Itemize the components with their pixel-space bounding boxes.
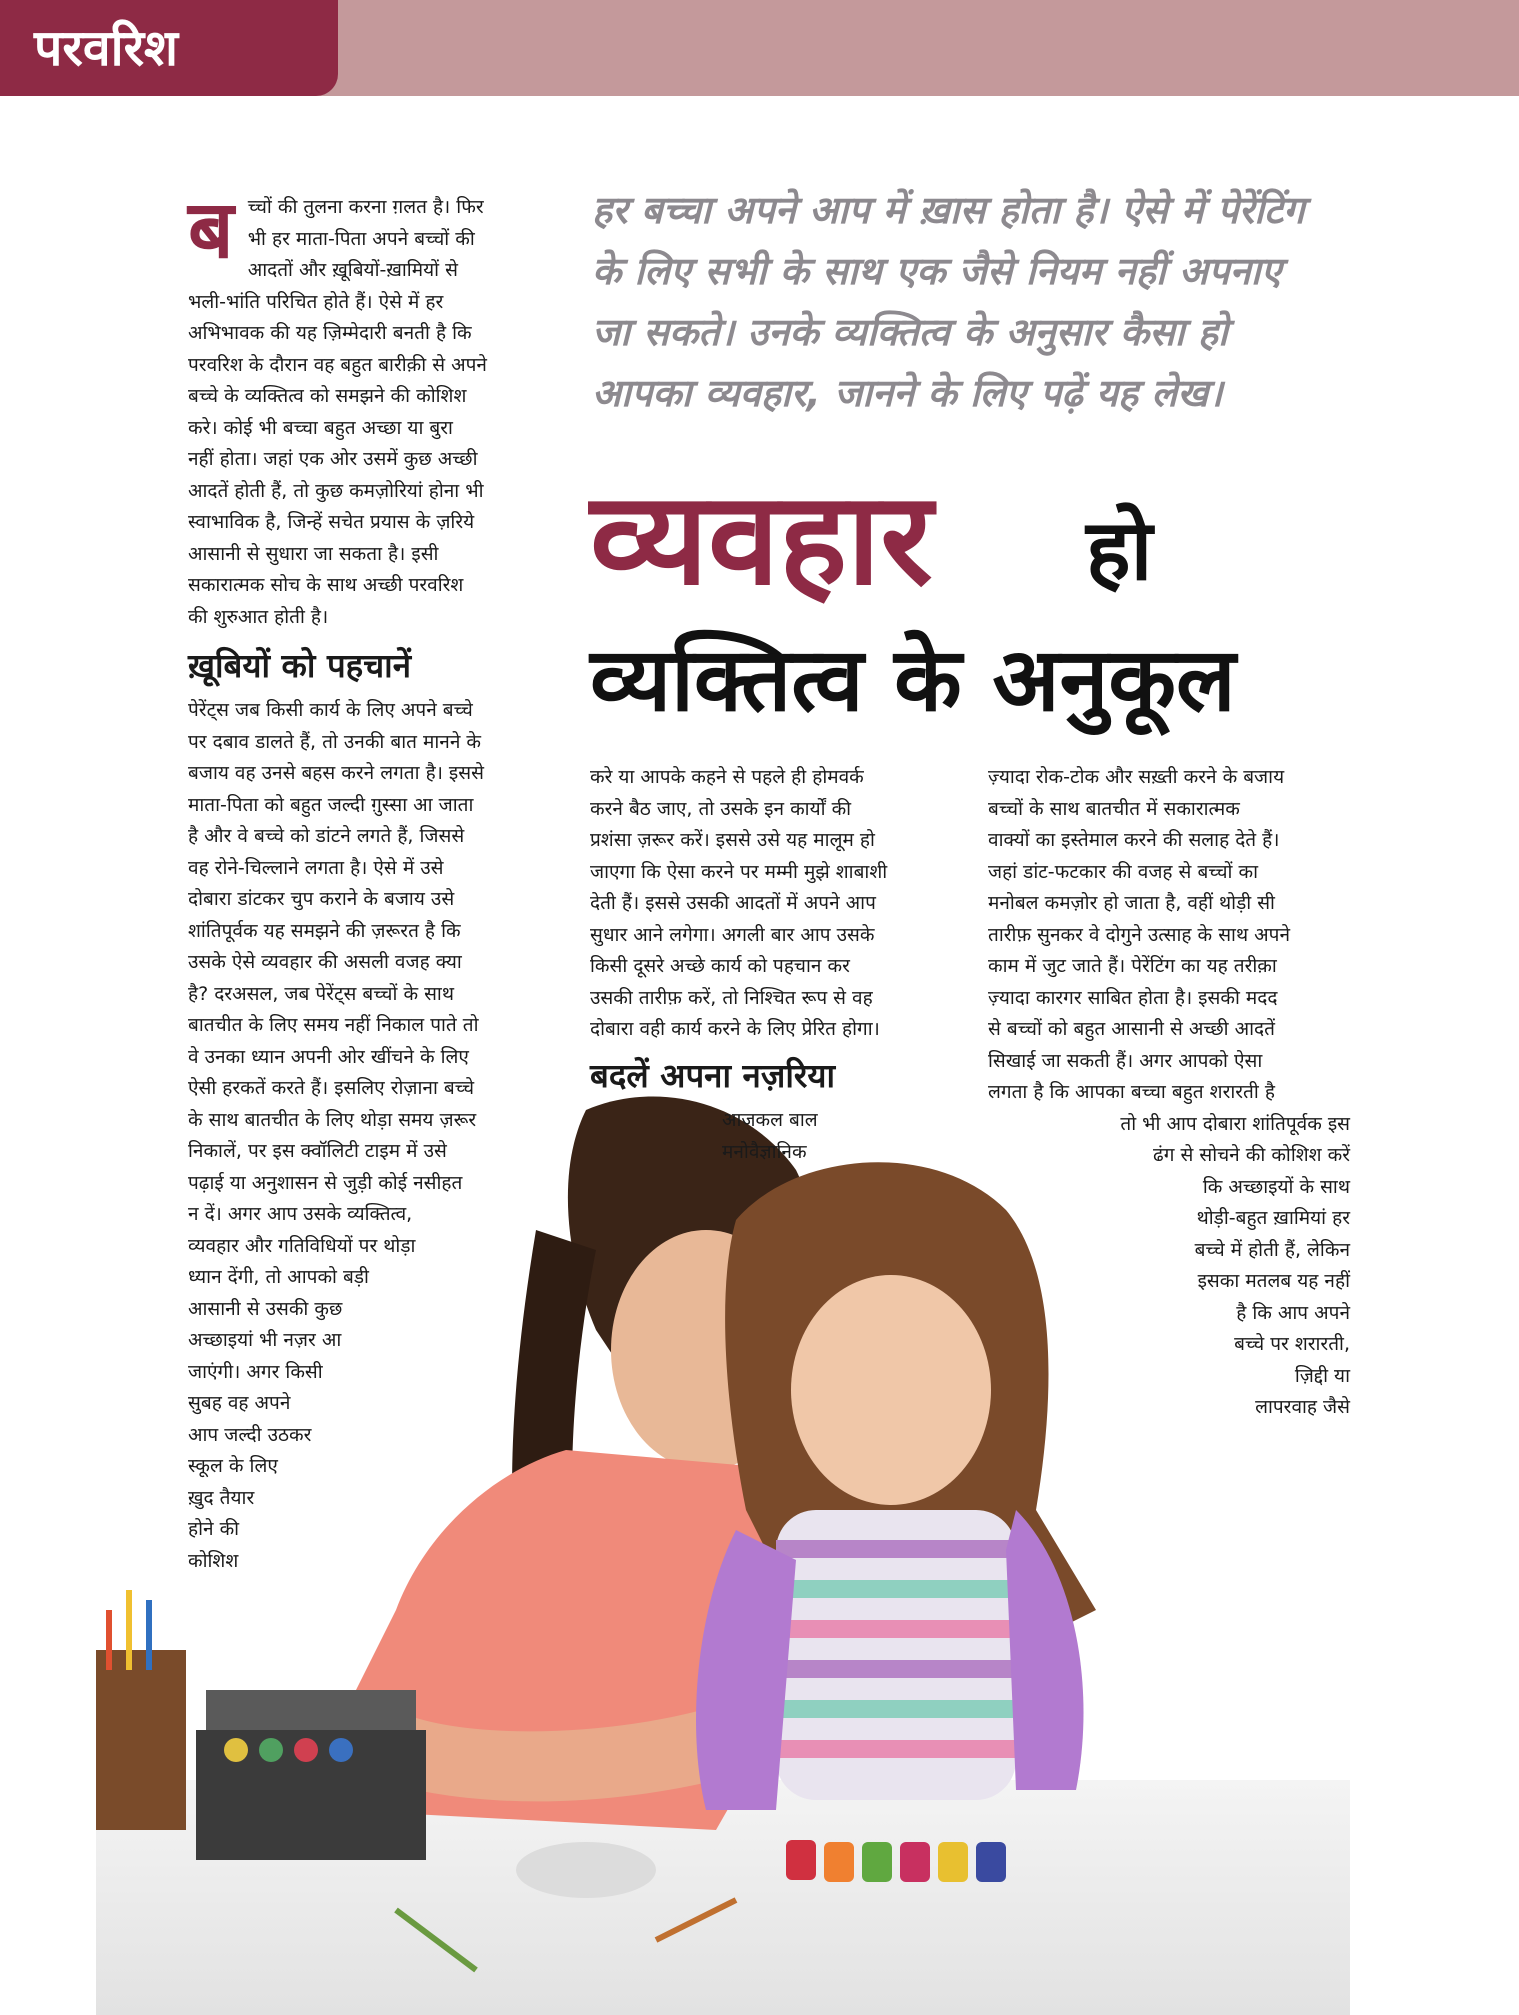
text-line: नहीं होता। जहां एक ओर उसमें कुछ अच्छी — [188, 448, 478, 470]
text-line: स्वाभाविक है, जिन्हें सचेत प्रयास के ज़रिये — [188, 511, 475, 533]
paint-tin — [196, 1690, 426, 1860]
text-line: बजाय वह उनसे बहस करने लगता है। इससे — [188, 762, 484, 784]
text-line: बच्चों के साथ बातचीत में सकारात्मक — [988, 797, 1240, 820]
section-label: परवरिश — [34, 19, 179, 77]
text-line: दोबारा डांटकर चुप कराने के बजाय उसे — [188, 888, 455, 910]
section1-text — [188, 695, 548, 1577]
text-line: किसी दूसरे अच्छे कार्य को पहचान कर — [590, 955, 850, 977]
text-line: ज़िद्दी या — [1294, 1364, 1350, 1387]
text-line: कि अच्छाइयों के साथ — [1202, 1175, 1350, 1198]
headline-part2: हो — [1086, 501, 1153, 599]
text-line: थोड़ी-बहुत ख़ामियां हर — [1196, 1207, 1350, 1229]
text-line: सुबह वह अपने — [188, 1392, 291, 1414]
text-line: जहां डांट-फटकार की वजह से बच्चों का — [988, 860, 1258, 883]
text-line: काम में जुट जाते हैं। पेरेंटिंग का यह तरीक़ा — [988, 955, 1277, 977]
text-line: तो भी आप दोबारा शांतिपूर्वक इस — [1120, 1112, 1350, 1135]
text-line: करने बैठ जाए, तो उसके इन कार्यों की — [590, 797, 852, 820]
text-line: से बच्चों को बहुत आसानी से अच्छी आदतें — [988, 1018, 1275, 1040]
text-line: निकालें, पर इस क्वॉलिटी टाइम में उसे — [188, 1140, 447, 1162]
column2-text — [590, 762, 950, 1046]
text-line: बच्चे पर शरारती, — [1234, 1333, 1350, 1355]
text-line: परवरिश के दौरान वह बहुत बारीक़ी से अपने — [188, 353, 487, 376]
text-line: भी हर माता-पिता अपने बच्चों की — [247, 227, 475, 250]
text-line: ज़्यादा रोक-टोक और सख़्ती करने के बजाय — [988, 766, 1285, 788]
subheading-perspective: बदलें अपना नज़रिया — [590, 1056, 836, 1095]
standfirst: हर बच्चा अपने आप में ख़ास होता है। ऐसे में पेरेंटिंग के लिए सभी के साथ एक जैसे नियम नहीं अपनाए जा सकते। उनके व्यक्तित्व के अनुसार कैसा हो आपका व्यवहार, जानने के लिए पढ़ें यह लेख। — [592, 188, 1305, 415]
text-line: लापरवाह जैसे — [1255, 1396, 1350, 1418]
water-bowl — [516, 1842, 656, 1898]
text-line: अभिभावक की यह ज़िम्मेदारी बनती है कि — [188, 322, 472, 344]
section-tab — [0, 0, 338, 96]
text-line: आदतें होती हैं, तो कुछ कमज़ोरियां होना भी — [188, 479, 484, 502]
text-line: बच्चे में होती हैं, लेकिन — [1194, 1238, 1350, 1261]
girl-face — [791, 1275, 991, 1505]
text-line: मनोबल कमज़ोर हो जाता है, वहीं थोड़ी सी — [988, 892, 1275, 914]
text-line: आसानी से उसकी कुछ — [188, 1297, 343, 1320]
text-line: सिखाई जा सकती हैं। अगर आपको ऐसा — [988, 1049, 1263, 1072]
text-line: बातचीत के लिए समय नहीं निकाल पाते तो — [188, 1014, 479, 1036]
drop-cap: ब — [188, 183, 234, 276]
subheading-qualities: ख़ूबियों को पहचानें — [188, 646, 412, 685]
text-line: मनोवैज्ञानिक — [722, 1140, 807, 1163]
text-line: तारीफ़ सुनकर वे दोगुने उत्साह के साथ अपने — [988, 923, 1290, 946]
text-line: वह रोने-चिल्लाने लगता है। ऐसे में उसे — [188, 856, 444, 879]
text-line: ज़्यादा कारगर साबित होता है। इसकी मदद — [988, 986, 1278, 1009]
text-line: न दें। अगर आप उसके व्यक्तित्व, — [188, 1203, 413, 1225]
text-line: देती हैं। इससे उसकी आदतों में अपने आप — [590, 892, 876, 914]
text-line: के साथ बातचीत के लिए थोड़ा समय ज़रूर — [188, 1108, 477, 1131]
headline-part3: व्यक्तित्व के अनुकूल — [590, 628, 1236, 731]
text-line: सुधार आने लगेगा। अगली बार आप उसके — [590, 923, 875, 946]
text-line: ऐसी हरकतें करते हैं। इसलिए रोज़ाना बच्चे — [188, 1077, 475, 1099]
text-line: प्रशंसा ज़रूर करें। इससे उसे यह मालूम हो — [590, 829, 875, 851]
text-line: है कि आप अपने — [1236, 1301, 1350, 1324]
text-line: च्चों की तुलना करना ग़लत है। फिर — [247, 196, 484, 218]
text-line: अच्छाइयां भी नज़र आ — [188, 1329, 342, 1351]
girl-sleeve-right — [1006, 1510, 1084, 1790]
text-line: व्यवहार और गतिविधियों पर थोड़ा — [188, 1234, 416, 1257]
text-line: जाएंगी। अगर किसी — [188, 1360, 323, 1383]
text-line: ध्यान देंगी, तो आपको बड़ी — [188, 1266, 369, 1288]
text-line: सकारात्मक सोच के साथ अच्छी परवरिश — [188, 574, 464, 596]
text-line: पढ़ाई या अनुशासन से जुड़ी कोई नसीहत — [188, 1171, 463, 1194]
text-line: माता-पिता को बहुत जल्दी ग़ुस्सा आ जाता — [188, 793, 474, 816]
text-line: आदतों और ख़ूबियों-ख़ामियों से — [247, 259, 458, 281]
text-line: भली-भांति परिचित होते हैं। ऐसे में हर — [188, 290, 444, 313]
text-line: है और वे बच्चे को डांटने लगते हैं, जिससे — [188, 825, 465, 847]
section2-text — [722, 1105, 972, 1168]
text-line: कोशिश — [188, 1549, 239, 1572]
column3-text — [988, 762, 1350, 1424]
text-line: आप जल्दी उठकर — [188, 1423, 312, 1446]
text-line: दोबारा वही कार्य करने के लिए प्रेरित होगा। — [590, 1018, 880, 1040]
text-line: जाएगा कि ऐसा करने पर मम्मी मुझे शाबाशी — [590, 860, 888, 883]
text-line: करे या आपके कहने से पहले ही होमवर्क — [590, 766, 864, 788]
text-line: बच्चे के व्यक्तित्व को समझने की कोशिश — [188, 385, 467, 407]
text-line: स्कूल के लिए — [188, 1455, 278, 1477]
text-line: वाक्यों का इस्तेमाल करने की सलाह देते हैं। — [988, 829, 1280, 851]
text-line: है? दरअसल, जब पेरेंट्स बच्चों के साथ — [188, 982, 454, 1005]
intro-text — [188, 183, 548, 633]
text-line: पेरेंट्स जब किसी कार्य के लिए अपने बच्चे — [188, 699, 473, 721]
pencil-holder — [96, 1590, 186, 1830]
text-line: पर दबाव डालते हैं, तो उनकी बात मानने के — [188, 730, 482, 753]
text-line: आसानी से सुधारा जा सकता है। इसी — [188, 542, 439, 565]
text-line: उसकी तारीफ़ करें, तो निश्चित रूप से वह — [590, 986, 873, 1009]
text-line: वे उनका ध्यान अपनी ओर खींचने के लिए — [188, 1045, 469, 1068]
text-line: उसके ऐसे व्यवहार की असली वजह क्या — [188, 951, 462, 973]
text-line: ढंग से सोचने की कोशिश करें — [1153, 1144, 1350, 1166]
text-line: करे। कोई भी बच्चा बहुत अच्छा या बुरा — [188, 416, 453, 439]
text-line: लगता है कि आपका बच्चा बहुत शरारती है — [988, 1081, 1275, 1103]
text-line: शांतिपूर्वक यह समझने की ज़रूरत है कि — [188, 919, 461, 942]
text-line: की शुरुआत होती है। — [188, 605, 329, 628]
text-line: होने की — [188, 1518, 240, 1540]
text-line: इसका मतलब यह नहीं — [1197, 1270, 1350, 1292]
text-line: ख़ुद तैयार — [188, 1486, 255, 1509]
headline-part1: व्यवहार — [590, 465, 933, 614]
text-line: आजकल बाल — [722, 1109, 818, 1131]
